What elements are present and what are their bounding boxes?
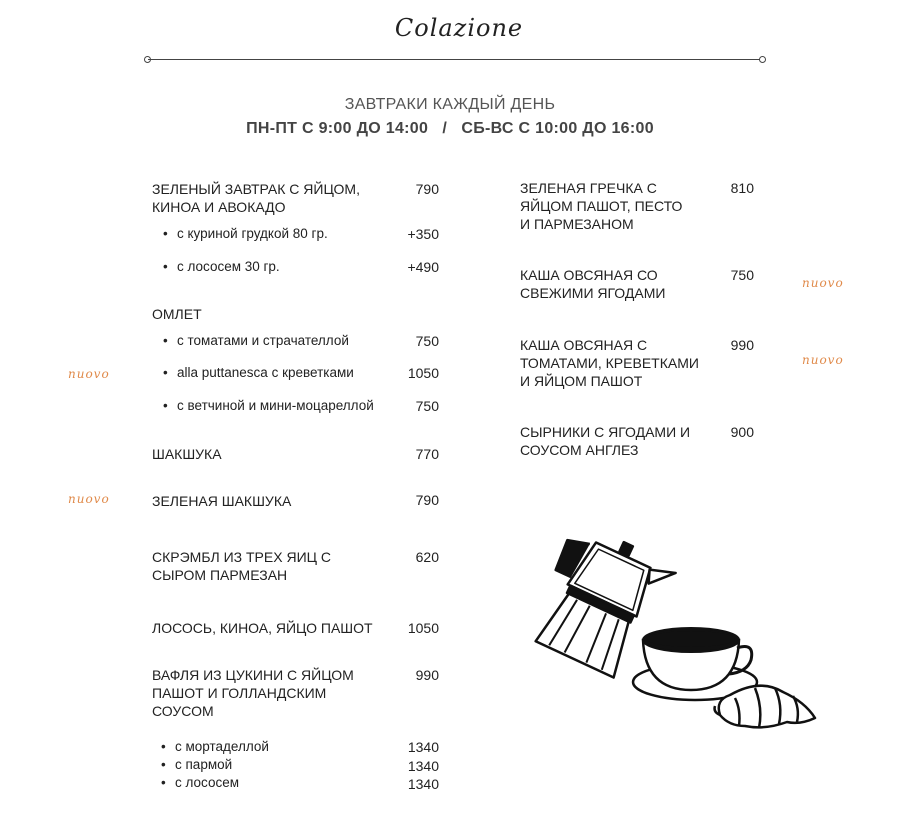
menu-title: Colazione — [394, 14, 524, 42]
menu-option-price: 1340 — [407, 758, 439, 774]
menu-item-name: СКРЭМБЛ ИЗ ТРЕХ ЯИЦ С СЫРОМ ПАРМЕЗАН — [152, 549, 331, 583]
menu-item-name: ШАКШУКА — [152, 446, 222, 462]
menu-option-price: 750 — [415, 398, 439, 414]
menu-item-name: ЗЕЛЕНАЯ ГРЕЧКА С ЯЙЦОМ ПАШОТ, ПЕСТО И ПАРМЕЗАНОМ — [520, 180, 683, 232]
menu-option-price: 1050 — [407, 365, 439, 381]
menu-item-price: 790 — [415, 492, 439, 508]
menu-option-price: 750 — [415, 333, 439, 349]
menu-option-price: 1340 — [407, 776, 439, 792]
menu-option: • с лососем 30 гр. — [177, 258, 280, 276]
menu-item-name: ЛОСОСЬ, КИНОА, ЯЙЦО ПАШОТ — [152, 620, 373, 636]
menu-item-name: ЗЕЛЕНЫЙ ЗАВТРАК С ЯЙЦОМ, КИНОА И АВОКАДО — [152, 181, 360, 215]
menu-option: • с лососем — [175, 774, 239, 792]
title-rule — [148, 59, 762, 60]
menu-option: • с томатами и страчателлой — [177, 332, 349, 350]
menu-option: • alla puttanesca с креветками — [177, 364, 354, 382]
menu-item-price: 810 — [730, 180, 754, 196]
menu-option-price: 1340 — [407, 739, 439, 755]
menu-item-price: 770 — [415, 446, 439, 462]
menu-item-price: 990 — [730, 337, 754, 353]
menu-option-price: +350 — [407, 226, 439, 242]
coffee-illustration — [515, 530, 825, 740]
menu-subtitle: ЗАВТРАКИ КАЖДЫЙ ДЕНЬ — [344, 96, 556, 113]
menu-option: • с куриной грудкой 80 гр. — [177, 225, 328, 243]
menu-item-name: КАША ОВСЯНАЯ СО СВЕЖИМИ ЯГОДАМИ — [520, 267, 666, 301]
menu-item-price: 790 — [415, 181, 439, 197]
nuovo-badge: nuovo — [802, 276, 844, 290]
menu-option: • с ветчиной и мини-моцареллой — [177, 397, 374, 415]
menu-item-price: 620 — [415, 549, 439, 565]
menu-item-price: 900 — [730, 424, 754, 440]
menu-item-price: 990 — [415, 667, 439, 683]
menu-item-name: КАША ОВСЯНАЯ С ТОМАТАМИ, КРЕВЕТКАМИ И ЯЙЦОМ ПАШОТ — [520, 337, 699, 389]
nuovo-badge: nuovo — [68, 367, 110, 381]
menu-item-name: ОМЛЕТ — [152, 306, 202, 322]
menu-item-name: ВАФЛЯ ИЗ ЦУКИНИ С ЯЙЦОМ ПАШОТ И ГОЛЛАНДСКИМ СОУСОМ — [152, 667, 354, 719]
menu-item-name: СЫРНИКИ С ЯГОДАМИ И СОУСОМ АНГЛЕЗ — [520, 424, 691, 458]
menu-item-price: 1050 — [407, 620, 439, 636]
menu-option-price: +490 — [407, 259, 439, 275]
menu-item-price: 750 — [730, 267, 754, 283]
menu-option: • с пармой — [175, 756, 232, 774]
rule-dot-right — [759, 56, 766, 63]
nuovo-badge: nuovo — [802, 353, 844, 367]
nuovo-badge: nuovo — [68, 492, 110, 506]
menu-option: • с мортаделлой — [175, 738, 269, 756]
menu-hours: ПН-ПТ С 9:00 ДО 14:00 / СБ-ВС С 10:00 ДО 16:00 — [246, 120, 654, 137]
menu-item-name: ЗЕЛЕНАЯ ШАКШУКА — [152, 493, 292, 509]
